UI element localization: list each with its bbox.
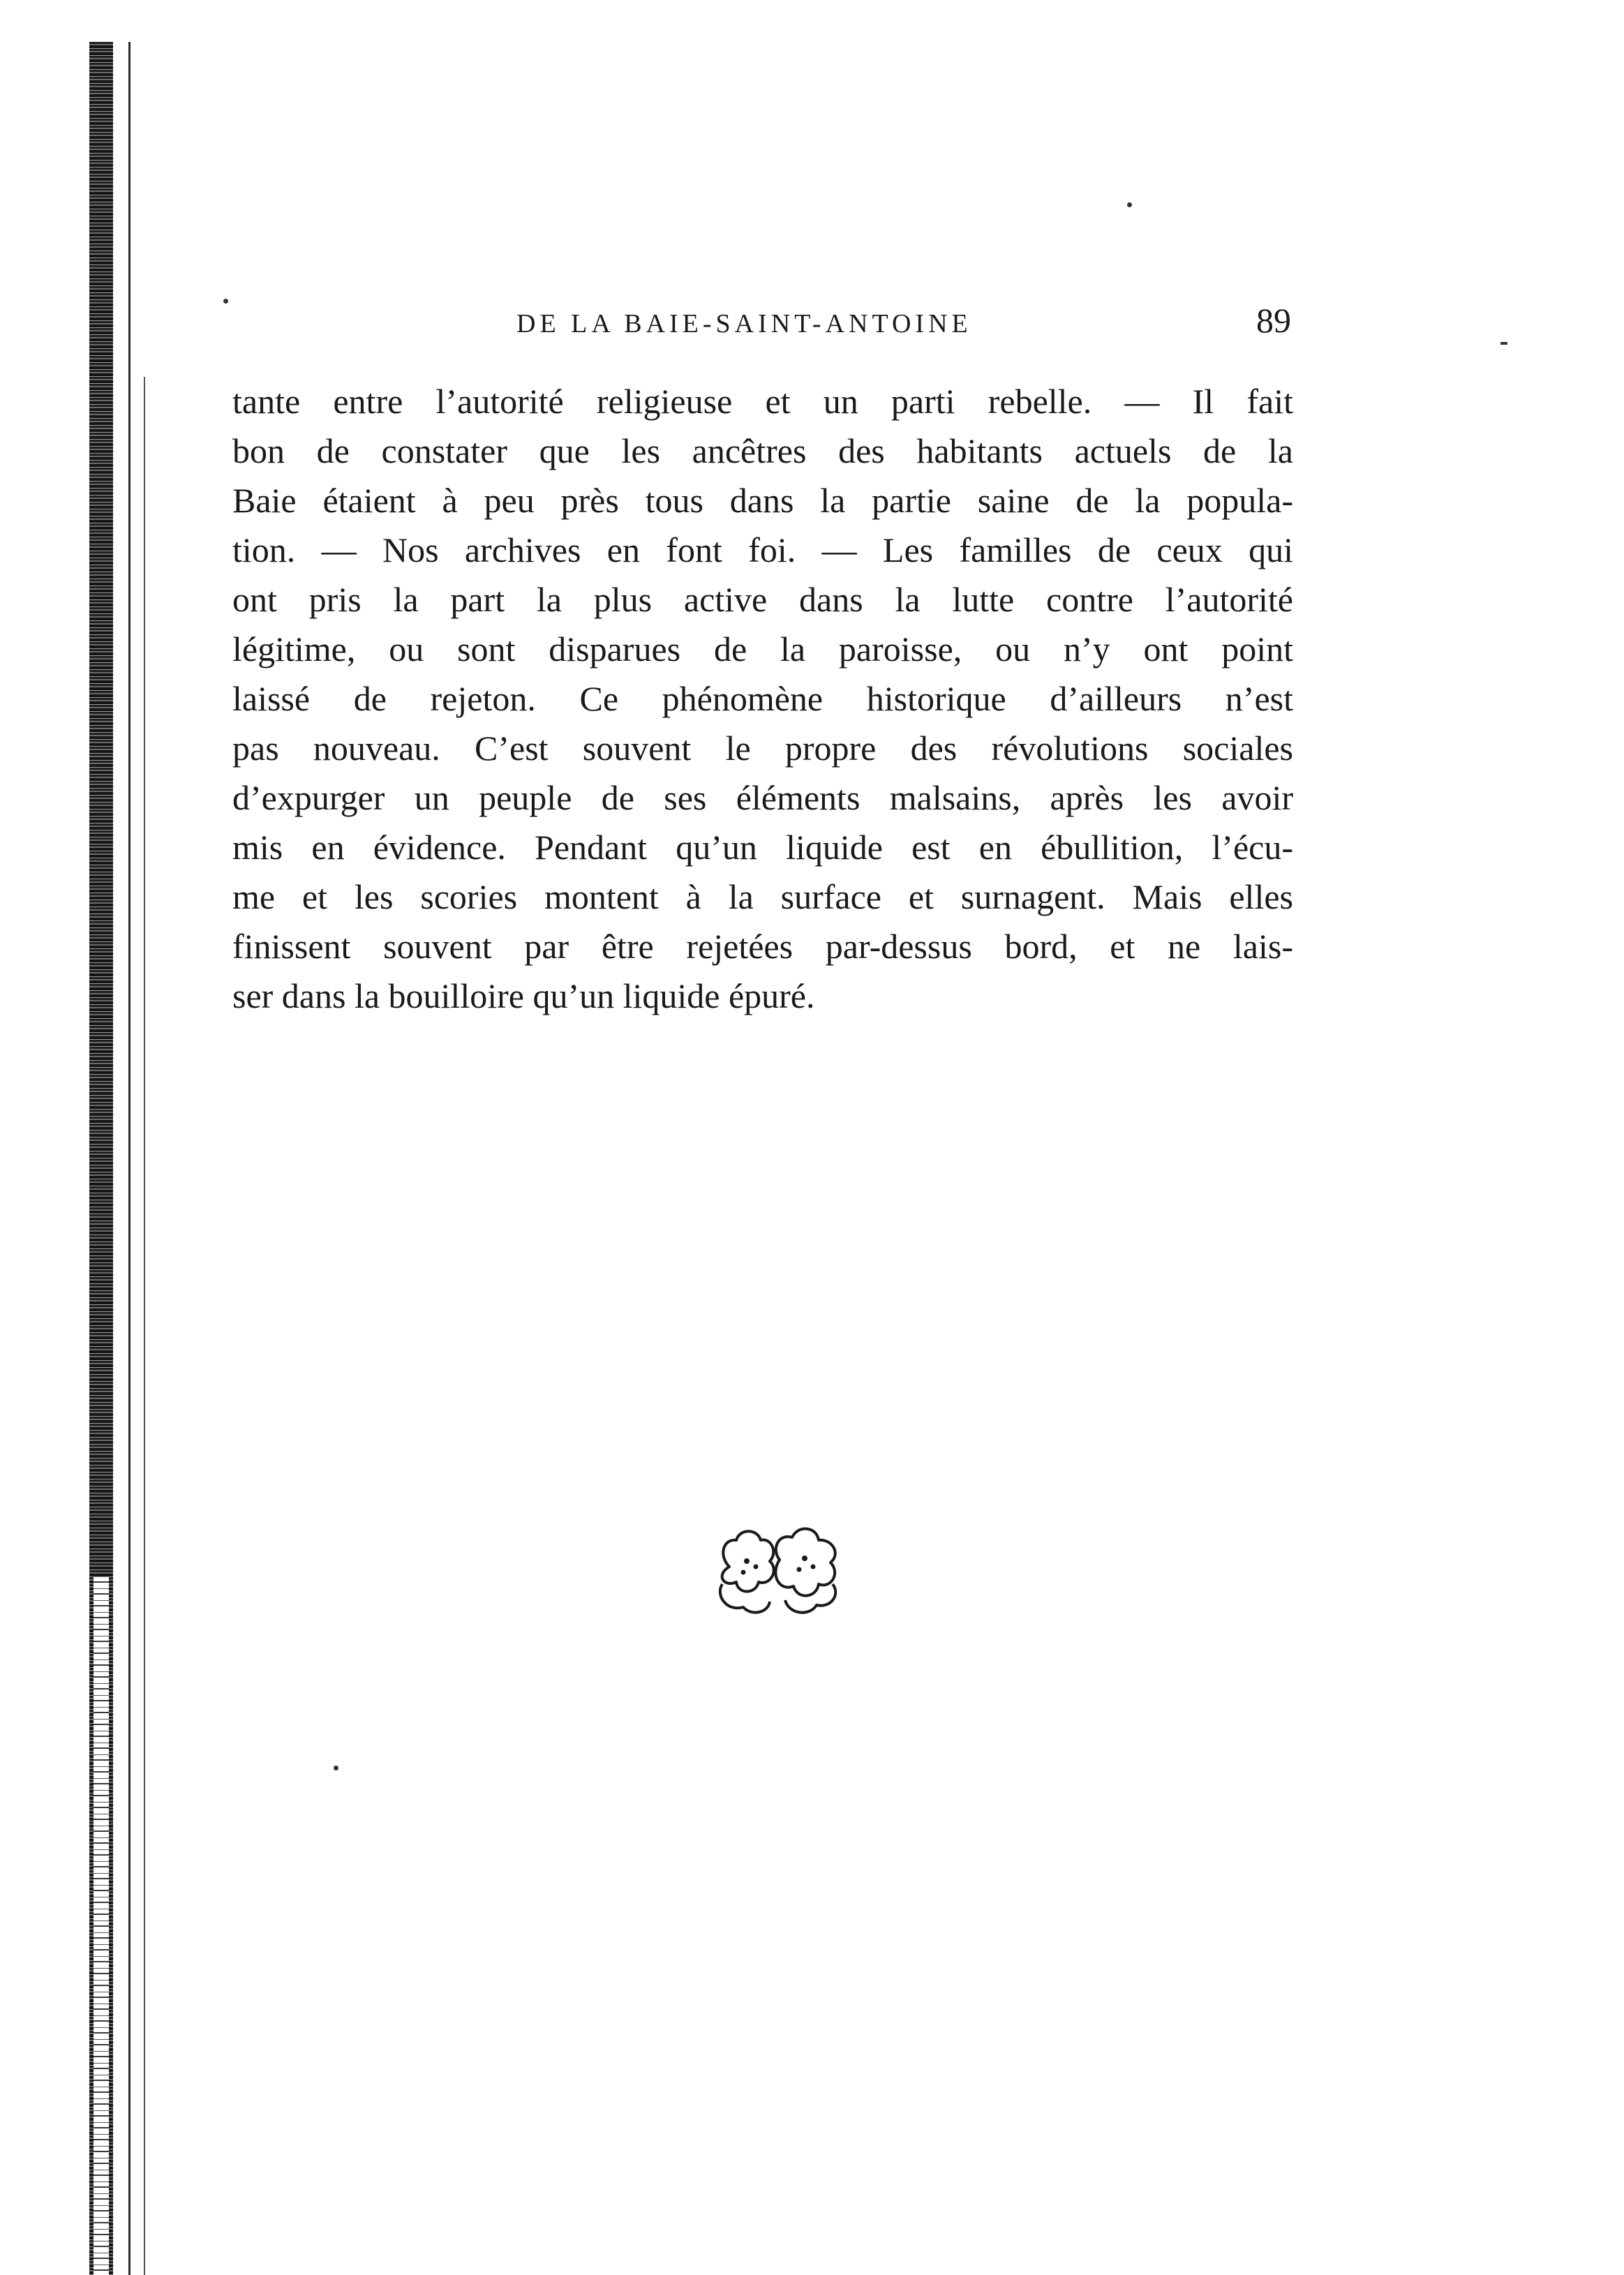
text-line: pas nouveau. C’est souvent le propre des révolutions sociales — [232, 729, 1293, 768]
text-line: bon de constater que les ancêtres des habitants actuels de la — [232, 431, 1293, 470]
text-line: d’expurger un peuple de ses éléments malsains, après les avoir — [232, 778, 1293, 817]
text-line: légitime, ou sont disparues de la paroisse, ou n’y ont point — [232, 629, 1293, 669]
gutter-line — [144, 377, 145, 2275]
body-paragraph — [232, 377, 1293, 1021]
floral-tailpiece-icon — [701, 1518, 848, 1623]
scan-speck — [223, 299, 228, 304]
page-number: 89 — [1256, 301, 1291, 340]
text-line: tion. — Nos archives en font foi. — Les familles de ceux qui — [232, 530, 1293, 569]
running-head-title: DE LA BAIE-SAINT-ANTOINE — [516, 309, 972, 338]
text-line: tante entre l’autorité religieuse et un parti rebelle. — Il fait — [232, 382, 1293, 421]
text-line: me et les scories montent à la surface et surnagent. Mais elles — [232, 877, 1293, 916]
scan-speck — [334, 1766, 338, 1770]
scan-speck — [1127, 202, 1132, 207]
scan-speck — [1500, 342, 1507, 345]
text-line: finissent souvent par être rejetées par-dessus bord, et ne lais- — [232, 927, 1293, 966]
text-line: ser dans la bouilloire qu’un liquide épuré. — [232, 976, 815, 1015]
scan-edge-band-lower — [94, 1577, 109, 2275]
text-line: mis en évidence. Pendant qu’un liquide est en ébullition, l’écu- — [232, 828, 1293, 867]
text-line: ont pris la part la plus active dans la lutte contre l’autorité — [232, 580, 1293, 619]
binding-gutter — [89, 42, 173, 2275]
text-line: Baie étaient à peu près tous dans la partie saine de la popula- — [232, 481, 1293, 520]
gutter-line — [128, 42, 131, 2275]
running-head — [230, 300, 1291, 349]
text-line: laissé de rejeton. Ce phénomène historique d’ailleurs n’est — [232, 679, 1293, 718]
